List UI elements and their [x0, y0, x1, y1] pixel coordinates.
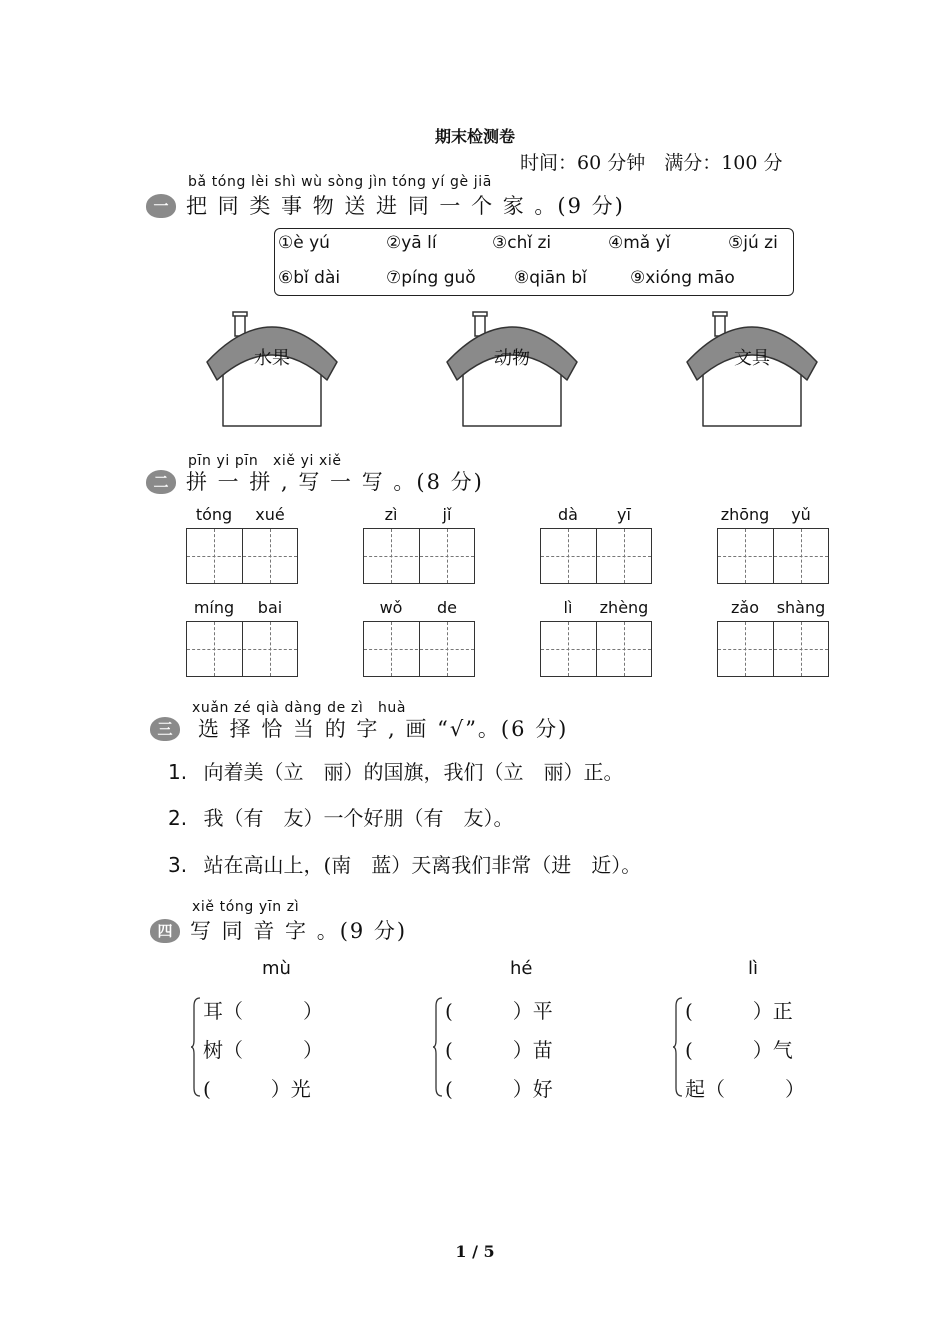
page-number: 1 / 5 [455, 1242, 495, 1261]
house-label-fruit: 水果 [254, 348, 290, 369]
homophone-line[interactable]: ( ）光 [203, 1077, 311, 1101]
choice-item-3 [168, 849, 641, 878]
section4-badge: 四 [150, 919, 180, 943]
homophone-line[interactable]: ( ）气 [685, 1038, 793, 1062]
writing-grid[interactable] [186, 621, 298, 677]
item-number: 2. [168, 806, 188, 830]
char-pinyin: jǐ [442, 505, 452, 524]
section3-badge: 三 [150, 717, 180, 741]
word-4: ④mǎ yǐ [608, 233, 671, 253]
time-info: 时间：60 分钟 满分：100 分 [520, 152, 783, 174]
homophone-line[interactable]: 树（ ） [203, 1038, 323, 1062]
item-number: 1. [168, 760, 188, 784]
char-pinyin: yǔ [791, 505, 811, 524]
item-text[interactable]: 我（有 友）一个好朋（有 友）。 [203, 806, 514, 830]
house-label-animal: 动物 [494, 348, 530, 369]
homophone-line[interactable]: ( ）苗 [445, 1038, 553, 1062]
item-text[interactable]: 站在高山上，(南 蓝）天离我们非常（进 近）。 [203, 853, 642, 877]
word-6: ⑥bǐ dài [278, 268, 341, 288]
char-pinyin: shàng [776, 598, 826, 617]
char-pinyin: lì [563, 598, 573, 617]
char-pinyin: yī [617, 505, 631, 524]
char-pinyin: dà [558, 505, 578, 524]
section3-heading: 选 择 恰 当 的 字 , 画 “√”。(6 分) [198, 717, 569, 741]
word-7: ⑦píng guǒ [386, 268, 476, 288]
char-pinyin: wǒ [379, 598, 403, 617]
choice-item-1 [168, 756, 623, 785]
page-title: 期末检测卷 [434, 127, 515, 146]
brace-icon [190, 996, 202, 1098]
house-animal [445, 310, 580, 432]
writing-grid[interactable] [717, 621, 829, 677]
word-3: ③chǐ zi [492, 233, 552, 253]
house-fruit [205, 310, 340, 432]
char-pinyin: bai [257, 598, 283, 617]
char-pinyin: xué [255, 505, 285, 524]
word-9: ⑨xióng māo [630, 268, 735, 288]
section2-heading: 拼 一 拼 , 写 一 写 。(8 分) [186, 470, 484, 494]
writing-grid[interactable] [363, 621, 475, 677]
section4-heading-pinyin: xiě tóng yīn zì [192, 899, 300, 915]
char-pinyin: de [437, 598, 457, 617]
section1-heading: 把 同 类 事 物 送 进 同 一 个 家 。(9 分) [186, 194, 625, 218]
writing-grid[interactable] [540, 528, 652, 584]
house-label-stationery: 文具 [734, 348, 770, 369]
section1-badge: 一 [146, 194, 176, 218]
homophone-pinyin-li: lì [748, 958, 759, 979]
homophone-line[interactable]: ( ）平 [445, 999, 553, 1023]
section2-badge: 二 [146, 470, 176, 494]
item-number: 3. [168, 853, 188, 877]
homophone-line[interactable]: 耳（ ） [203, 999, 323, 1023]
section2-heading-pinyin: pīn yi pīn xiě yi xiě [188, 453, 342, 469]
word-8: ⑧qiān bǐ [514, 268, 587, 288]
char-pinyin: míng [193, 598, 235, 617]
writing-grid[interactable] [717, 528, 829, 584]
homophone-pinyin-mu: mù [262, 958, 291, 979]
homophone-pinyin-he: hé [510, 958, 533, 979]
house-stationery [685, 310, 820, 432]
char-pinyin: zhèng [599, 598, 649, 617]
word-2: ②yā lí [386, 233, 437, 253]
writing-grid[interactable] [363, 528, 475, 584]
homophone-line[interactable]: 起（ ） [685, 1077, 805, 1101]
writing-grid[interactable] [540, 621, 652, 677]
brace-icon [672, 996, 684, 1098]
homophone-line[interactable]: ( ）好 [445, 1077, 553, 1101]
section1-heading-pinyin: bǎ tóng lèi shì wù sòng jìn tóng yí gè jiā [188, 174, 492, 190]
char-pinyin: tóng [195, 505, 233, 524]
char-pinyin: zhōng [720, 505, 770, 524]
choice-item-2 [168, 802, 513, 831]
word-1: ①è yú [278, 233, 330, 253]
homophone-line[interactable]: ( ）正 [685, 999, 793, 1023]
item-text[interactable]: 向着美（立 丽）的国旗，我们（立 丽）正。 [203, 760, 624, 784]
brace-icon [432, 996, 444, 1098]
char-pinyin: zǎo [731, 598, 759, 617]
word-5: ⑤jú zi [728, 233, 778, 253]
writing-grid[interactable] [186, 528, 298, 584]
char-pinyin: zì [384, 505, 398, 524]
section4-heading: 写 同 音 字 。(9 分) [190, 919, 408, 943]
section3-heading-pinyin: xuǎn zé qià dàng de zì huà [192, 700, 407, 716]
